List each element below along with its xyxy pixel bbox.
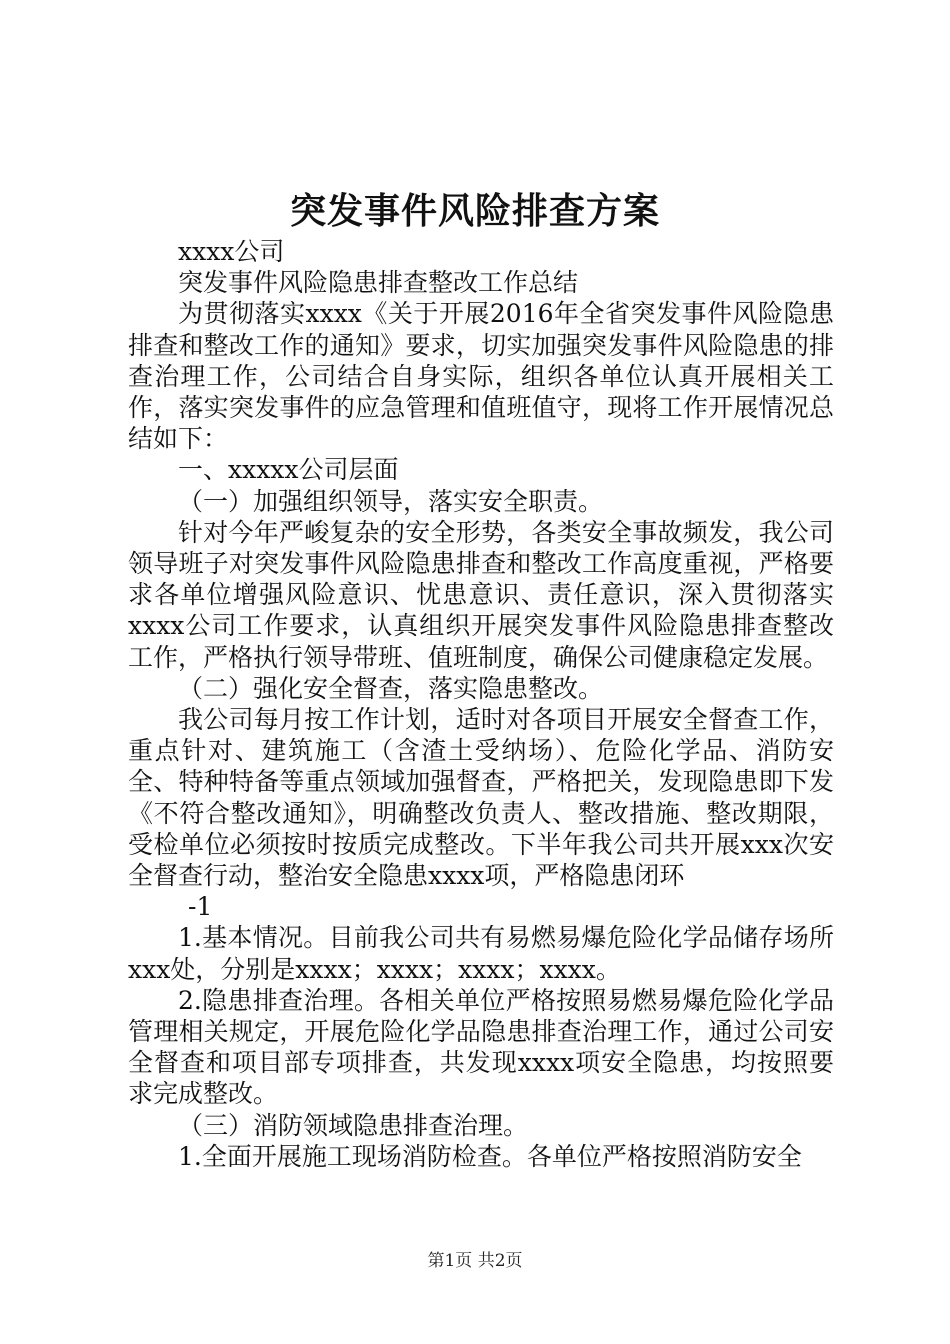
body-paragraph-5: 1.全面开展施工现场消防检查。各单位严格按照消防安全 [178, 1141, 802, 1171]
company-line: xxxx公司 [178, 237, 285, 266]
subtitle-line: 突发事件风险隐患排查整改工作总结 [178, 268, 579, 298]
document-title: 突发事件风险排查方案 [289, 190, 660, 232]
subsection-heading-2: （二）强化安全督查，落实隐患整改。 [178, 673, 604, 703]
document-body [128, 236, 834, 1172]
body-paragraph-4: 2.隐患排查治理。各相关单位严格按照易燃易爆危险化学品管理相关规定，开展危险化学品隐患排查治理工作，通过公司安全督查和项目部专项排查，共发现xxxx项安全隐患，均按照要求完成整改。 [128, 985, 834, 1109]
section-heading-1: 一、xxxxx公司层面 [178, 455, 399, 485]
body-paragraph-2: 我公司每月按工作计划，适时对各项目开展安全督查工作，重点针对、建筑施工（含渣土受纳场）、危险化学品、消防安全、特种特备等重点领域加强督查，严格把关，发现隐患即下发《不符合整改通知》，明确整改负责人、整改措施、整改期限，受检单位必须按时按质完成整改。下半年我公司共开展xxx次安全督查行动，整治安全隐患xxxx项，严格隐患闭环 [128, 705, 834, 891]
page-footer: 第1页 共2页 [427, 1251, 523, 1271]
subsection-heading-3: （三）消防领域隐患排查治理。 [178, 1110, 529, 1140]
page-marker: -1 [188, 892, 213, 922]
body-paragraph-3: 1.基本情况。目前我公司共有易燃易爆危险化学品储存场所xxx处，分别是xxxx；xxxx；xxxx；xxxx。 [128, 923, 834, 984]
body-paragraph-1: 针对今年严峻复杂的安全形势，各类安全事故频发，我公司领导班子对突发事件风险隐患排查和整改工作高度重视，严格要求各单位增强风险意识、忧患意识、责任意识，深入贯彻落实xxxx公司工作要求，认真组织开展突发事件风险隐患排查整改工作，严格执行领导带班、值班制度，确保公司健康稳定发展。 [128, 517, 834, 672]
intro-paragraph: 为贯彻落实xxxx《关于开展2016年全省突发事件风险隐患排查和整改工作的通知》要求，切实加强突发事件风险隐患的排查治理工作，公司结合自身实际，组织各单位认真开展相关工作，落实突发事件的应急管理和值班值守，现将工作开展情况总结如下： [128, 299, 834, 454]
subsection-heading-1: （一）加强组织领导，落实安全职责。 [178, 486, 604, 516]
